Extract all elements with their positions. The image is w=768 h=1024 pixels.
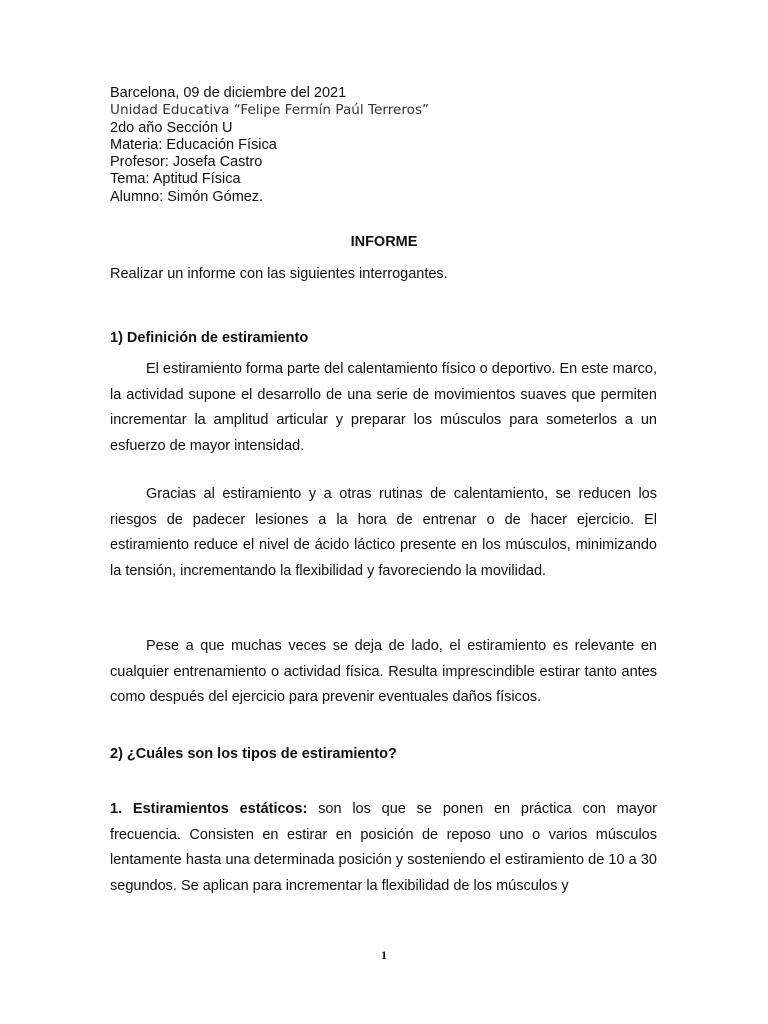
section1-paragraph-2: Gracias al estiramiento y a otras rutinas de calentamiento, se reducen los riesgos de padecer lesiones a la hora de entrenar o de hacer ejercicio. El estiramiento reduce el nivel de ácido láctico presente en los músculos, minimizando la tensión, incrementando la flexibilidad y favoreciendo la movilidad.: [110, 486, 657, 579]
header-school: Unidad Educativa “Felipe Fermín Paúl Terreros”: [110, 102, 430, 119]
item-1-text: son los que se ponen en práctica con mayor frecuencia. Consisten en estirar en posición de reposo uno o varios músculos lentamente hasta una determinada posición y sosteniendo el estiramiento de 10 a 30 segundos. Se aplican para incrementar la flexibilidad de los músculos y: [110, 801, 657, 894]
section2-heading: 2) ¿Cuáles son los tipos de estiramiento?: [110, 746, 397, 762]
header-subject: Materia: Educación Física: [110, 136, 277, 153]
section1-paragraph-3: Pese a que muchas veces se deja de lado, el estiramiento es relevante en cualquier entrenamiento o actividad física. Resulta imprescindible estirar tanto antes como después del ejercicio para prevenir eventuales daños físicos.: [110, 638, 657, 706]
header-city-date: Barcelona, 09 de diciembre del 2021: [110, 85, 347, 101]
item-1-lead: 1. Estiramientos estáticos:: [110, 801, 308, 817]
intro-text: Realizar un informe con las siguientes interrogantes.: [110, 266, 448, 282]
header-student: Alumno: Simón Gómez.: [110, 188, 264, 205]
section2-item-1: [110, 797, 657, 899]
page-number: 1: [381, 948, 387, 962]
header-teacher: Profesor: Josefa Castro: [110, 154, 263, 171]
section1-paragraph-1: El estiramiento forma parte del calentamiento físico o deportivo. En este marco, la actividad supone el desarrollo de una serie de movimientos suaves que permiten incrementar la amplitud articular y preparar los músculos para someterlos a un esfuerzo de mayor intensidad.: [110, 361, 657, 454]
header-topic: Tema: Aptitud Física: [110, 171, 241, 188]
section1-heading: 1) Definición de estiramiento: [110, 330, 309, 346]
document-header: [110, 85, 429, 206]
document-title: INFORME: [350, 234, 418, 250]
header-grade-section: 2do año Sección U: [110, 119, 233, 136]
